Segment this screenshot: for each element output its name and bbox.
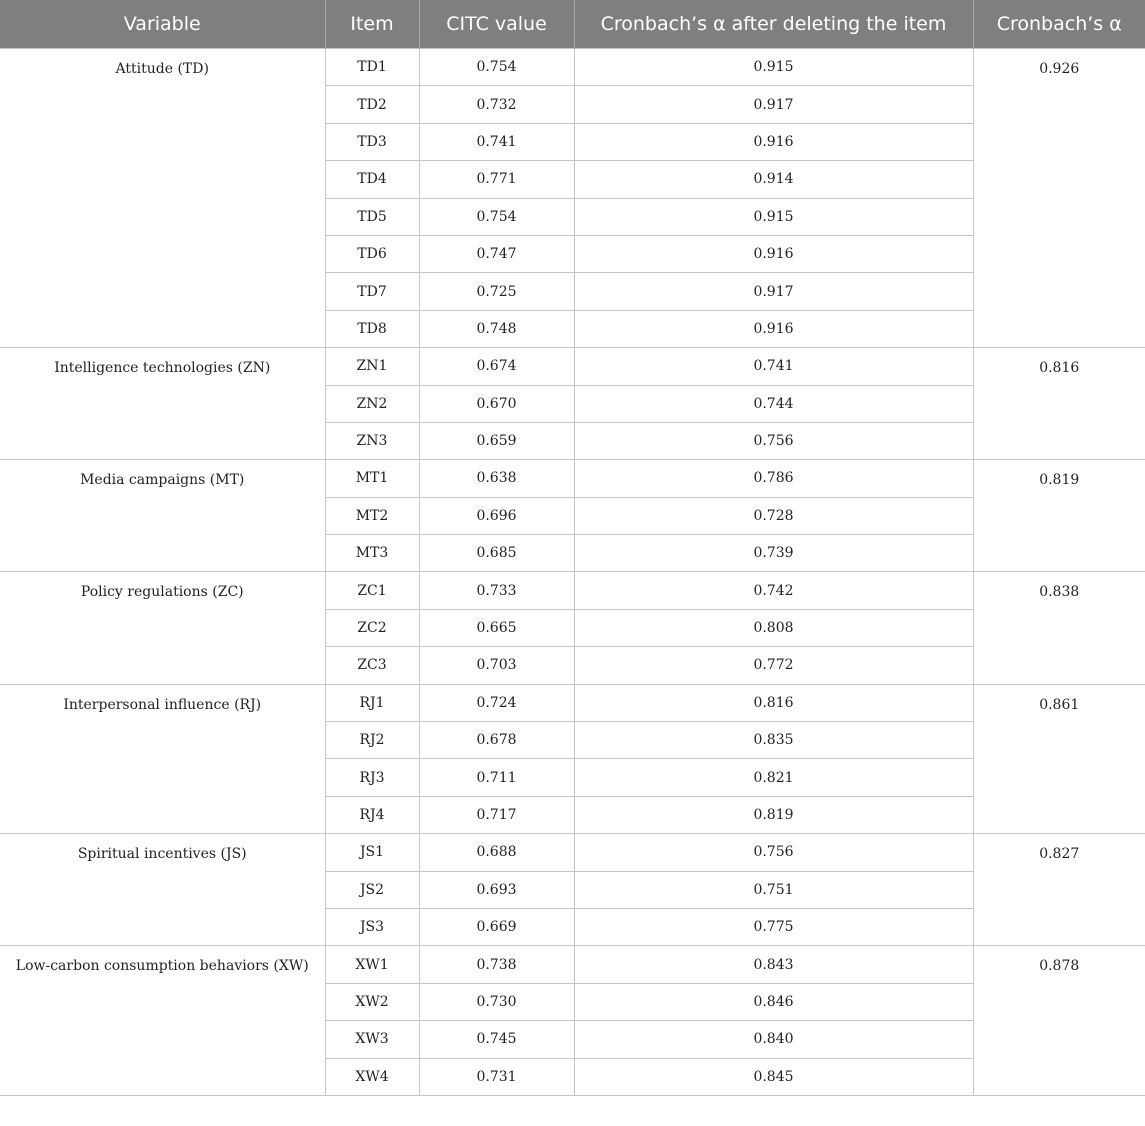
alpha-deleted-cell: 0.741: [574, 348, 973, 385]
item-cell: RJ4: [325, 796, 419, 833]
citc-cell: 0.659: [419, 422, 574, 459]
citc-cell: 0.717: [419, 796, 574, 833]
item-cell: RJ1: [325, 684, 419, 721]
citc-cell: 0.731: [419, 1058, 574, 1095]
citc-cell: 0.693: [419, 871, 574, 908]
item-cell: XW2: [325, 983, 419, 1020]
citc-cell: 0.748: [419, 310, 574, 347]
alpha-deleted-cell: 0.840: [574, 1021, 973, 1058]
alpha-cell: 0.861: [973, 684, 1145, 834]
item-cell: RJ3: [325, 759, 419, 796]
alpha-cell: 0.926: [973, 49, 1145, 348]
citc-cell: 0.685: [419, 535, 574, 572]
citc-cell: 0.724: [419, 684, 574, 721]
variable-cell: Interpersonal influence (RJ): [0, 684, 325, 834]
alpha-deleted-cell: 0.914: [574, 161, 973, 198]
alpha-deleted-cell: 0.845: [574, 1058, 973, 1095]
item-cell: XW4: [325, 1058, 419, 1095]
item-cell: TD6: [325, 235, 419, 272]
alpha-deleted-cell: 0.786: [574, 460, 973, 497]
alpha-deleted-cell: 0.915: [574, 198, 973, 235]
item-cell: XW3: [325, 1021, 419, 1058]
alpha-deleted-cell: 0.816: [574, 684, 973, 721]
citc-cell: 0.678: [419, 722, 574, 759]
alpha-deleted-cell: 0.916: [574, 310, 973, 347]
table-header: [0, 0, 1145, 49]
table-row: [0, 49, 1145, 86]
header-item: Item: [325, 0, 419, 49]
item-cell: TD1: [325, 49, 419, 86]
citc-cell: 0.703: [419, 647, 574, 684]
item-cell: ZN2: [325, 385, 419, 422]
header-variable: Variable: [0, 0, 325, 49]
variable-cell: Low-carbon consumption behaviors (XW): [0, 946, 325, 1096]
header-citc: CITC value: [419, 0, 574, 49]
item-cell: TD8: [325, 310, 419, 347]
item-cell: TD3: [325, 123, 419, 160]
alpha-cell: 0.838: [973, 572, 1145, 684]
alpha-deleted-cell: 0.916: [574, 235, 973, 272]
table-row: [0, 460, 1145, 497]
item-cell: TD7: [325, 273, 419, 310]
citc-cell: 0.733: [419, 572, 574, 609]
citc-cell: 0.730: [419, 983, 574, 1020]
alpha-deleted-cell: 0.846: [574, 983, 973, 1020]
alpha-deleted-cell: 0.916: [574, 123, 973, 160]
alpha-deleted-cell: 0.772: [574, 647, 973, 684]
alpha-cell: 0.819: [973, 460, 1145, 572]
item-cell: JS2: [325, 871, 419, 908]
alpha-deleted-cell: 0.917: [574, 86, 973, 123]
variable-cell: Policy regulations (ZC): [0, 572, 325, 684]
alpha-deleted-cell: 0.843: [574, 946, 973, 983]
citc-cell: 0.732: [419, 86, 574, 123]
citc-cell: 0.696: [419, 497, 574, 534]
variable-cell: Attitude (TD): [0, 49, 325, 348]
table-row: [0, 572, 1145, 609]
alpha-deleted-cell: 0.808: [574, 609, 973, 646]
alpha-deleted-cell: 0.819: [574, 796, 973, 833]
alpha-cell: 0.827: [973, 834, 1145, 946]
citc-cell: 0.745: [419, 1021, 574, 1058]
header-alpha-deleted: Cronbach’s α after deleting the item: [574, 0, 973, 49]
item-cell: ZN3: [325, 422, 419, 459]
citc-cell: 0.670: [419, 385, 574, 422]
citc-cell: 0.669: [419, 908, 574, 945]
citc-cell: 0.747: [419, 235, 574, 272]
header-alpha: Cronbach’s α: [973, 0, 1145, 49]
item-cell: MT3: [325, 535, 419, 572]
variable-cell: Media campaigns (MT): [0, 460, 325, 572]
item-cell: MT2: [325, 497, 419, 534]
item-cell: XW1: [325, 946, 419, 983]
alpha-deleted-cell: 0.915: [574, 49, 973, 86]
citc-cell: 0.771: [419, 161, 574, 198]
alpha-deleted-cell: 0.742: [574, 572, 973, 609]
table-row: [0, 348, 1145, 385]
alpha-deleted-cell: 0.756: [574, 422, 973, 459]
citc-cell: 0.754: [419, 49, 574, 86]
citc-cell: 0.665: [419, 609, 574, 646]
alpha-deleted-cell: 0.739: [574, 535, 973, 572]
alpha-deleted-cell: 0.835: [574, 722, 973, 759]
header-row: [0, 0, 1145, 49]
table-row: [0, 834, 1145, 871]
alpha-deleted-cell: 0.751: [574, 871, 973, 908]
table-row: [0, 946, 1145, 983]
item-cell: TD2: [325, 86, 419, 123]
alpha-deleted-cell: 0.821: [574, 759, 973, 796]
citc-cell: 0.725: [419, 273, 574, 310]
citc-cell: 0.674: [419, 348, 574, 385]
alpha-deleted-cell: 0.775: [574, 908, 973, 945]
item-cell: JS1: [325, 834, 419, 871]
alpha-deleted-cell: 0.728: [574, 497, 973, 534]
alpha-cell: 0.816: [973, 348, 1145, 460]
item-cell: TD4: [325, 161, 419, 198]
item-cell: JS3: [325, 908, 419, 945]
item-cell: ZC2: [325, 609, 419, 646]
citc-cell: 0.711: [419, 759, 574, 796]
alpha-deleted-cell: 0.744: [574, 385, 973, 422]
citc-cell: 0.638: [419, 460, 574, 497]
item-cell: TD5: [325, 198, 419, 235]
citc-cell: 0.738: [419, 946, 574, 983]
citc-cell: 0.754: [419, 198, 574, 235]
item-cell: MT1: [325, 460, 419, 497]
table-body: [0, 49, 1145, 1096]
item-cell: ZC3: [325, 647, 419, 684]
alpha-deleted-cell: 0.917: [574, 273, 973, 310]
alpha-cell: 0.878: [973, 946, 1145, 1096]
item-cell: RJ2: [325, 722, 419, 759]
alpha-deleted-cell: 0.756: [574, 834, 973, 871]
item-cell: ZN1: [325, 348, 419, 385]
citc-cell: 0.741: [419, 123, 574, 160]
citc-cell: 0.688: [419, 834, 574, 871]
table-row: [0, 684, 1145, 721]
variable-cell: Intelligence technologies (ZN): [0, 348, 325, 460]
variable-cell: Spiritual incentives (JS): [0, 834, 325, 946]
item-cell: ZC1: [325, 572, 419, 609]
